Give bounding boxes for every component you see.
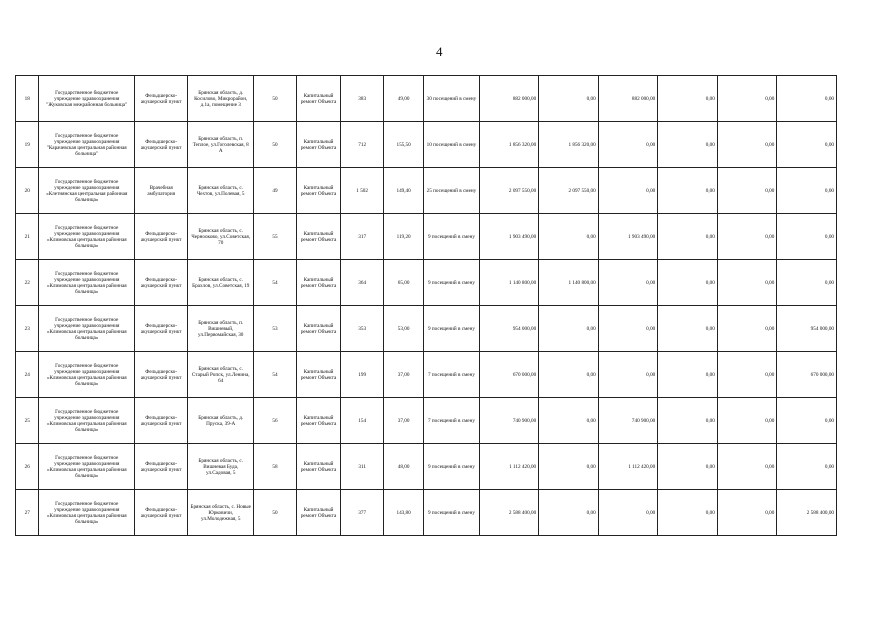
population-served: 317 xyxy=(341,214,384,260)
facility-type: Фельдшерско-акушерский пункт xyxy=(135,352,188,398)
population-served: 311 xyxy=(341,444,384,490)
page-number: 4 xyxy=(436,44,443,59)
facility-address: Брянская область, с. Вишневая Буда, ул.Садовая, 5 xyxy=(188,444,254,490)
cost-year-3: 0,00 xyxy=(658,122,718,168)
cost-total: 882 000,00 xyxy=(479,76,539,122)
facility-type: Фельдшерско-акушерский пункт xyxy=(135,444,188,490)
population-served: 383 xyxy=(341,76,384,122)
facility-type: Фельдшерско-акушерский пункт xyxy=(135,122,188,168)
cost-year-3: 0,00 xyxy=(658,444,718,490)
cost-total: 1 903 490,00 xyxy=(479,214,539,260)
facility-code: 54 xyxy=(254,260,297,306)
table-row xyxy=(16,398,837,444)
facility-capacity: 7 посещений в смену xyxy=(424,352,479,398)
row-number: 20 xyxy=(16,168,39,214)
table-row xyxy=(16,168,837,214)
cost-year-1: 1 856 320,00 xyxy=(539,122,599,168)
organization-name: Государственное бюджетное учреждение здравоохранения «Климовская центральная районная больница» xyxy=(39,352,135,398)
cost-year-5: 0,00 xyxy=(777,260,837,306)
cost-year-3: 0,00 xyxy=(658,168,718,214)
population-served: 154 xyxy=(341,398,384,444)
cost-year-2: 0,00 xyxy=(598,168,658,214)
cost-year-1: 0,00 xyxy=(539,214,599,260)
row-number: 26 xyxy=(16,444,39,490)
cost-year-3: 0,00 xyxy=(658,214,718,260)
facility-area: 53,00 xyxy=(383,306,423,352)
row-number: 18 xyxy=(16,76,39,122)
facility-type: Фельдшерско-акушерский пункт xyxy=(135,76,188,122)
row-number: 24 xyxy=(16,352,39,398)
organization-name: Государственное бюджетное учреждение здравоохранения «Клетнянская центральная районная больница» xyxy=(39,168,135,214)
facility-code: 54 xyxy=(254,352,297,398)
cost-year-3: 0,00 xyxy=(658,352,718,398)
cost-year-4: 0,00 xyxy=(717,398,777,444)
facility-capacity: 9 посещений в смену xyxy=(424,490,479,536)
work-type: Капитальный ремонт Объекта xyxy=(296,168,341,214)
facility-area: 155,50 xyxy=(383,122,423,168)
table-row xyxy=(16,214,837,260)
cost-year-4: 0,00 xyxy=(717,214,777,260)
cost-total: 954 000,00 xyxy=(479,306,539,352)
cost-year-5: 0,00 xyxy=(777,444,837,490)
facility-area: 143,80 xyxy=(383,490,423,536)
facility-code: 49 xyxy=(254,168,297,214)
table-row xyxy=(16,490,837,536)
cost-total: 670 000,00 xyxy=(479,352,539,398)
organization-name: Государственное бюджетное учреждение здравоохранения «Климовская центральная районная больница» xyxy=(39,306,135,352)
work-type: Капитальный ремонт Объекта xyxy=(296,398,341,444)
facility-code: 55 xyxy=(254,214,297,260)
facility-capacity: 7 посещений в смену xyxy=(424,398,479,444)
work-type: Капитальный ремонт Объекта xyxy=(296,122,341,168)
facility-address: Брянская область, с. Брахлов, ул.Советская, 19 xyxy=(188,260,254,306)
facilities-table xyxy=(15,75,837,536)
facility-area: 149,40 xyxy=(383,168,423,214)
cost-total: 740 900,00 xyxy=(479,398,539,444)
cost-year-5: 0,00 xyxy=(777,76,837,122)
organization-name: Государственное бюджетное учреждение здравоохранения «Климовская центральная районная больница» xyxy=(39,398,135,444)
facility-capacity: 10 посещений в смену xyxy=(424,122,479,168)
organization-name: Государственное бюджетное учреждение здравоохранения «Климовская центральная районная больница» xyxy=(39,444,135,490)
facility-address: Брянская область, с. Чернооково, ул.Советская, 70 xyxy=(188,214,254,260)
cost-year-4: 0,00 xyxy=(717,260,777,306)
population-served: 353 xyxy=(341,306,384,352)
population-served: 364 xyxy=(341,260,384,306)
facility-code: 50 xyxy=(254,76,297,122)
facility-capacity: 25 посещений в смену xyxy=(424,168,479,214)
population-served: 1 502 xyxy=(341,168,384,214)
population-served: 712 xyxy=(341,122,384,168)
table-row xyxy=(16,122,837,168)
cost-year-2: 0,00 xyxy=(598,122,658,168)
cost-year-1: 0,00 xyxy=(539,490,599,536)
cost-year-5: 670 000,00 xyxy=(777,352,837,398)
facility-type: Фельдшерско-акушерский пункт xyxy=(135,490,188,536)
cost-year-2: 1 903 490,00 xyxy=(598,214,658,260)
cost-year-5: 2 588 400,00 xyxy=(777,490,837,536)
facility-code: 50 xyxy=(254,122,297,168)
work-type: Капитальный ремонт Объекта xyxy=(296,306,341,352)
facility-capacity: 9 посещений в смену xyxy=(424,214,479,260)
cost-year-3: 0,00 xyxy=(658,76,718,122)
cost-year-4: 0,00 xyxy=(717,490,777,536)
cost-year-1: 0,00 xyxy=(539,352,599,398)
facility-area: 65,00 xyxy=(383,260,423,306)
facility-capacity: 9 посещений в смену xyxy=(424,306,479,352)
cost-year-2: 1 112 420,00 xyxy=(598,444,658,490)
facility-type: Фельдшерско-акушерский пункт xyxy=(135,398,188,444)
facility-code: 53 xyxy=(254,306,297,352)
work-type: Капитальный ремонт Объекта xyxy=(296,444,341,490)
work-type: Капитальный ремонт Объекта xyxy=(296,214,341,260)
table-row xyxy=(16,76,837,122)
facility-address: Брянская область, п. Вишневый, ул.Первомайская, 30 xyxy=(188,306,254,352)
cost-year-2: 0,00 xyxy=(598,260,658,306)
facility-area: 37,00 xyxy=(383,398,423,444)
cost-year-5: 0,00 xyxy=(777,398,837,444)
organization-name: Государственное бюджетное учреждение здравоохранения «Климовская центральная районная больница» xyxy=(39,214,135,260)
work-type: Капитальный ремонт Объекта xyxy=(296,352,341,398)
cost-year-4: 0,00 xyxy=(717,352,777,398)
facility-code: 50 xyxy=(254,490,297,536)
cost-year-2: 0,00 xyxy=(598,352,658,398)
row-number: 27 xyxy=(16,490,39,536)
cost-year-1: 1 140 800,00 xyxy=(539,260,599,306)
work-type: Капитальный ремонт Объекта xyxy=(296,260,341,306)
cost-year-4: 0,00 xyxy=(717,444,777,490)
population-served: 377 xyxy=(341,490,384,536)
facility-area: 37,00 xyxy=(383,352,423,398)
row-number: 25 xyxy=(16,398,39,444)
cost-year-4: 0,00 xyxy=(717,122,777,168)
row-number: 19 xyxy=(16,122,39,168)
cost-year-1: 0,00 xyxy=(539,444,599,490)
cost-year-2: 740 900,00 xyxy=(598,398,658,444)
table-row xyxy=(16,444,837,490)
facility-type: Врачебная амбулатория xyxy=(135,168,188,214)
organization-name: Государственное бюджетное учреждение здравоохранения "Жуковская межрайонная больница" xyxy=(39,76,135,122)
facility-capacity: 9 посещений в смену xyxy=(424,444,479,490)
facility-type: Фельдшерско-акушерский пункт xyxy=(135,214,188,260)
cost-total: 1 856 320,00 xyxy=(479,122,539,168)
cost-total: 2 097 550,00 xyxy=(479,168,539,214)
facility-address: Брянская область, п. Теплое, ул.Гоголевская, 8 А xyxy=(188,122,254,168)
facility-capacity: 9 посещений в смену xyxy=(424,260,479,306)
row-number: 21 xyxy=(16,214,39,260)
facility-address: Брянская область, д. Пруска, 39-А xyxy=(188,398,254,444)
cost-year-1: 2 097 550,00 xyxy=(539,168,599,214)
cost-total: 2 588 400,00 xyxy=(479,490,539,536)
cost-year-4: 0,00 xyxy=(717,306,777,352)
cost-year-5: 0,00 xyxy=(777,214,837,260)
cost-year-3: 0,00 xyxy=(658,398,718,444)
cost-year-1: 0,00 xyxy=(539,398,599,444)
cost-total: 1 112 420,00 xyxy=(479,444,539,490)
table-row xyxy=(16,306,837,352)
cost-year-5: 0,00 xyxy=(777,122,837,168)
facility-address: Брянская область, с. Чехтов, ул.Полевая, 5 xyxy=(188,168,254,214)
cost-year-4: 0,00 xyxy=(717,168,777,214)
row-number: 22 xyxy=(16,260,39,306)
cost-year-2: 0,00 xyxy=(598,490,658,536)
cost-year-3: 0,00 xyxy=(658,306,718,352)
cost-year-3: 0,00 xyxy=(658,260,718,306)
facility-area: 49,00 xyxy=(383,76,423,122)
facility-code: 58 xyxy=(254,444,297,490)
organization-name: Государственное бюджетное учреждение здравоохранения "Карачевская центральная районная больница" xyxy=(39,122,135,168)
cost-year-1: 0,00 xyxy=(539,306,599,352)
work-type: Капитальный ремонт Объекта xyxy=(296,490,341,536)
table-row xyxy=(16,260,837,306)
cost-total: 1 140 800,00 xyxy=(479,260,539,306)
organization-name: Государственное бюджетное учреждение здравоохранения «Климовская центральная районная больница» xyxy=(39,490,135,536)
facility-area: 119,20 xyxy=(383,214,423,260)
cost-year-5: 954 000,00 xyxy=(777,306,837,352)
cost-year-2: 0,00 xyxy=(598,306,658,352)
facility-capacity: 30 посещений в смену xyxy=(424,76,479,122)
facility-address: Брянская область, с. Старый Ропск, ул.Ленина, 64 xyxy=(188,352,254,398)
work-type: Капитальный ремонт Объекта xyxy=(296,76,341,122)
facility-type: Фельдшерско-акушерский пункт xyxy=(135,306,188,352)
facility-type: Фельдшерско-акушерский пункт xyxy=(135,260,188,306)
cost-year-2: 882 000,00 xyxy=(598,76,658,122)
facility-address: Брянская область, с. Новые Юрковичи, ул.Молодежная, 5 xyxy=(188,490,254,536)
table-row xyxy=(16,352,837,398)
cost-year-1: 0,00 xyxy=(539,76,599,122)
organization-name: Государственное бюджетное учреждение здравоохранения «Климовская центральная районная больница» xyxy=(39,260,135,306)
cost-year-4: 0,00 xyxy=(717,76,777,122)
facility-code: 56 xyxy=(254,398,297,444)
cost-year-5: 0,00 xyxy=(777,168,837,214)
population-served: 199 xyxy=(341,352,384,398)
facility-area: 48,00 xyxy=(383,444,423,490)
facility-address: Брянская область, д. Косилово, Микрорайон, д.1а, помещение 3 xyxy=(188,76,254,122)
cost-year-3: 0,00 xyxy=(658,490,718,536)
row-number: 23 xyxy=(16,306,39,352)
